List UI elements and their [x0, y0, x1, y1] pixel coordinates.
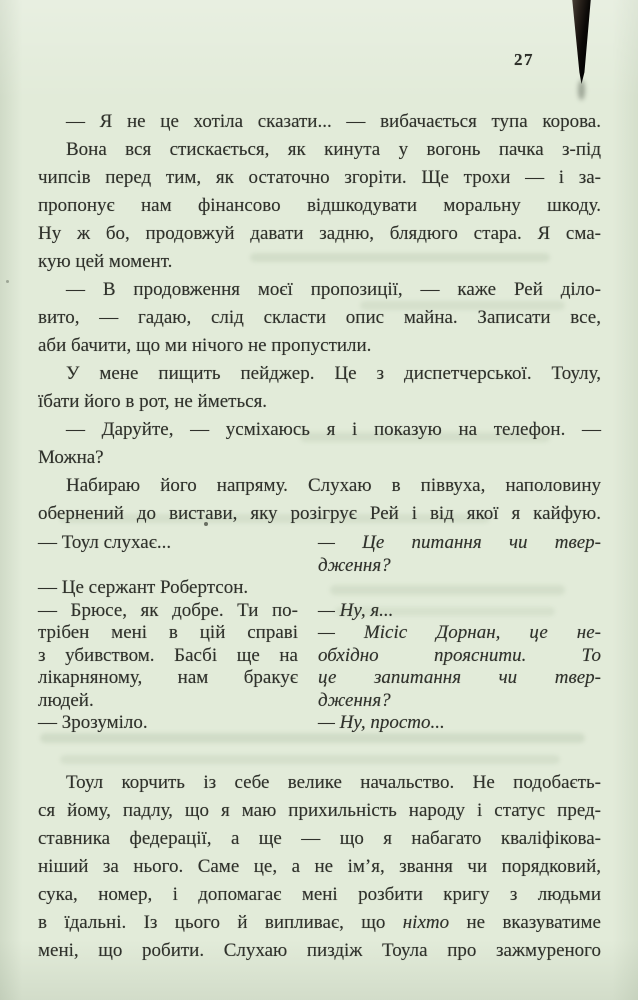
dialogue-line-right: дження? [318, 689, 391, 711]
text-line: Ну ж бо, продовжуй давати задню, блядюго стара. Я сма- [38, 223, 601, 244]
bookmark-shadow [578, 80, 585, 100]
paragraph [38, 108, 601, 136]
dialogue-line-left: — Брюсе, як добре. Ти по- [38, 599, 298, 621]
emphasized-word: ніхто [402, 911, 450, 933]
dialogue-line-left: з убивством. Басбі ще на [38, 644, 298, 666]
dialogue-line-right: обхідно прояснити. То [318, 644, 601, 666]
dialogue-line-right [318, 577, 601, 600]
dialogue-line-left: трібен мені в цій справі [38, 622, 298, 643]
paragraph [38, 360, 601, 416]
text-line: У мене пищить пейджер. Це з диспетчерської. Тоулу, [66, 363, 601, 384]
page-text-block [38, 108, 601, 965]
text-line: — Даруйте, — усміхаюсь я і показую на телефон. — [66, 419, 601, 440]
ink-speck [6, 280, 9, 283]
closing-paragraph [38, 769, 601, 965]
text-line [38, 909, 601, 937]
text-line: ніший за нього. Саме це, а не ім’я, звання чи порядковий, [38, 855, 601, 877]
dialogue-line-left: людей. [38, 689, 94, 711]
bookmark-ribbon-tip [571, 0, 592, 84]
phone-dialogue-columns [38, 532, 601, 735]
text-line: ставника федерації, а ще — що я набагато кваліфікова- [38, 827, 601, 849]
dialogue-line-right: це запитання чи твер- [318, 667, 601, 688]
dialogue-line-right: — Це питання чи твер- [318, 532, 601, 553]
text-line: Можна? [38, 447, 104, 468]
text-segment: не вказуватиме [449, 911, 601, 933]
text-line: пропонує нам фінансово відшкодувати моральну шкоду. [38, 195, 601, 216]
text-line: сука, номер, і допомагає мені розбити кригу з людьми [38, 883, 601, 905]
text-line: вито, — гадаю, слід скласти опис майна. Записати все, [38, 307, 601, 328]
text-line: Вона вся стискається, як кинута у вогонь пачка з-під [66, 139, 601, 160]
dialogue-line-left: — Зрозуміло. [38, 712, 148, 733]
dialogue-line-right: — Місіс Дорнан, це не- [318, 622, 601, 643]
dialogue-line-left: лікарняному, нам бракує [38, 667, 298, 688]
dialogue-line-left [38, 555, 298, 578]
text-line: Набираю його напряму. Слухаю в піввуха, наполовину [66, 475, 601, 496]
paragraph [38, 276, 601, 360]
paragraph [38, 472, 601, 528]
text-line: обернений до вистави, яку розігрує Рей і від якої я кайфую. [38, 503, 601, 524]
dialogue-line-right: — Ну, просто... [318, 712, 445, 733]
text-line: — Я не це хотіла сказати... — вибачається тупа корова. [66, 111, 601, 132]
text-line: кую цей момент. [38, 251, 173, 272]
dialogue-line-right: — Ну, я... [318, 599, 394, 621]
paragraph [38, 136, 601, 276]
text-line: їбати його в рот, не йметься. [38, 391, 268, 412]
text-line: чипсів перед тим, як остаточно згоріти. Ще трохи — і за- [38, 167, 601, 188]
text-line: Тоул корчить із себе велике начальство. Не подобаєть- [66, 771, 601, 793]
paragraph [38, 416, 601, 472]
text-line: мені, що робити. Слухаю пиздіж Тоула про зажмуреного [38, 939, 601, 961]
text-line: — В продовження моєї пропозиції, — каже Рей діло- [66, 279, 601, 300]
text-line: аби бачити, що ми нічого не пропустили. [38, 335, 372, 356]
text-segment: в їдальні. Із цього й випливає, що [38, 911, 403, 933]
dialogue-line-right: дження? [318, 554, 391, 576]
page-number: 27 [514, 50, 534, 69]
dialogue-line-left: — Це сержант Робертсон. [38, 577, 249, 598]
text-line: ся йому, падлу, що я маю прихильність народу і статус пред- [38, 799, 601, 821]
dialogue-line-left: — Тоул слухає... [38, 532, 172, 553]
